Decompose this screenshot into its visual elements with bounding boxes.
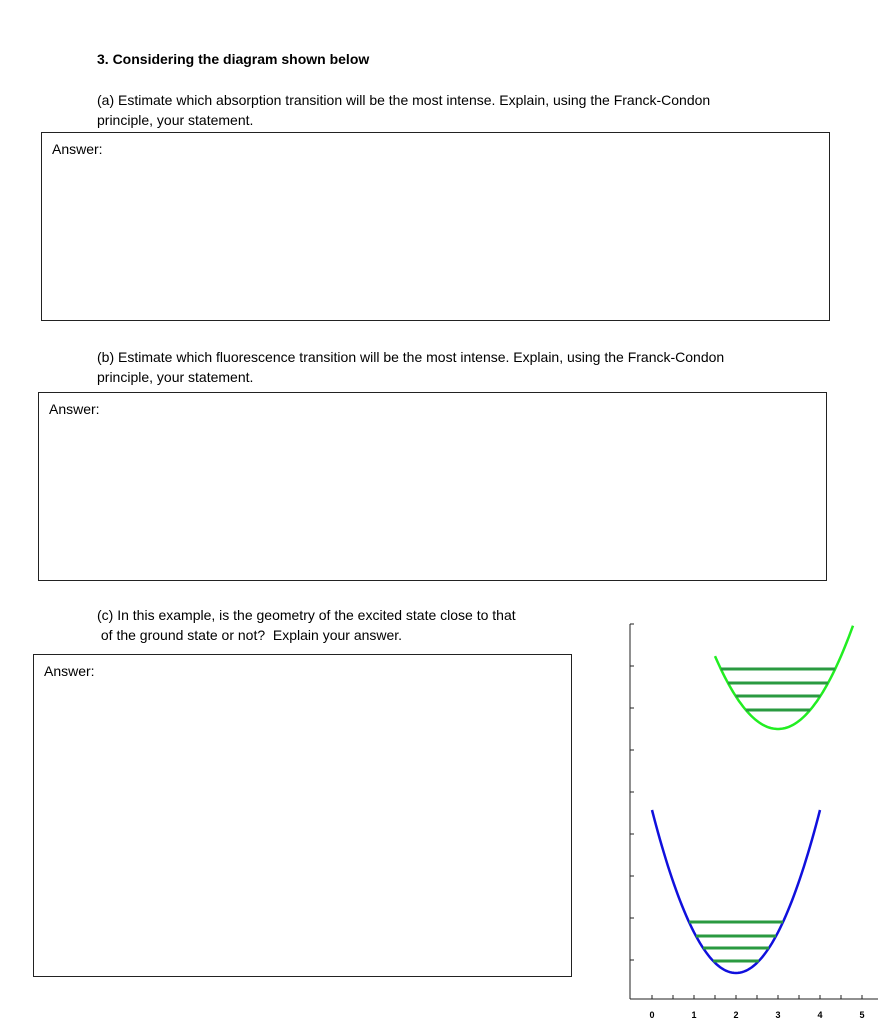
- answer-label: Answer:: [49, 401, 100, 417]
- excited-state-curve: [715, 626, 853, 729]
- question-a: [97, 90, 710, 130]
- x-tick-label: 5: [859, 1010, 865, 1020]
- answer-box-c[interactable]: [33, 654, 572, 977]
- question-b-line2: principle, your statement.: [97, 369, 254, 385]
- x-tick-label: 4: [817, 1010, 823, 1020]
- x-tick-label: 3: [775, 1010, 781, 1020]
- vibrational-levels: [600, 669, 835, 974]
- question-c-line2: of the ground state or not? Explain your answer.: [97, 627, 403, 643]
- y-axis-ticks: [630, 624, 634, 960]
- answer-box-a[interactable]: [41, 132, 830, 321]
- answer-label: Answer:: [44, 663, 95, 679]
- question-a-line2: principle, your statement.: [97, 112, 254, 128]
- question-c: [97, 605, 516, 645]
- question-b: [97, 347, 724, 387]
- answer-box-b[interactable]: [38, 392, 827, 581]
- answer-label: Answer:: [52, 141, 103, 157]
- x-tick-label: 1: [691, 1010, 697, 1020]
- question-c-line1: (c) In this example, is the geometry of the excited state close to that: [97, 607, 516, 623]
- question-b-line1: (b) Estimate which fluorescence transition will be the most intense. Explain, using the Franck-Condon: [97, 349, 725, 365]
- section-heading: 3. Considering the diagram shown below: [97, 51, 370, 67]
- potential-energy-diagram: [600, 610, 880, 1024]
- x-tick-label: 2: [733, 1010, 739, 1020]
- question-a-line1: (a) Estimate which absorption transition will be the most intense. Explain, using the Franck-Condon: [97, 92, 711, 108]
- x-tick-label: 0: [649, 1010, 655, 1020]
